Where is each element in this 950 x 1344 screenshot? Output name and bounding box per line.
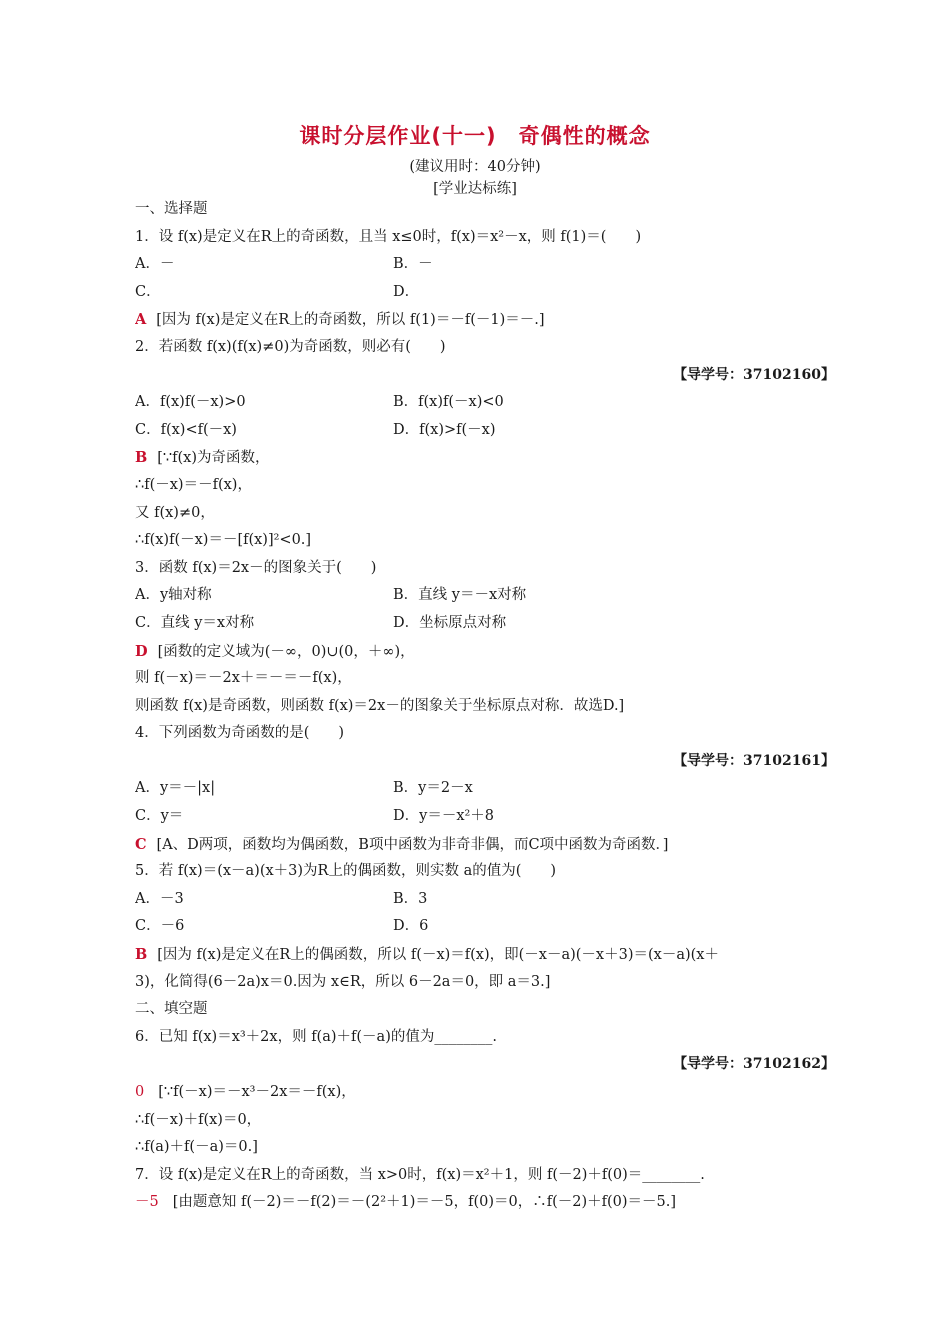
page-subtitle: (建议用时：40分钟) <box>409 159 541 175</box>
question-5-stem: 5．若 f(x)＝(x－a)(x＋3)为R上的偶函数，则实数 a的值为( ) <box>135 863 557 880</box>
question-5-answer: B <box>135 946 148 964</box>
question-7-solution <box>135 1189 835 1217</box>
question-3-options-row-2 <box>135 610 835 638</box>
practice-level-label: [学业达标练] <box>433 181 517 197</box>
question-1-explanation: [因为 f(x)是定义在R上的奇函数，所以 f(1)＝－f(－1)＝－.] <box>156 312 545 329</box>
question-3-option-d: D．坐标原点对称 <box>393 614 507 631</box>
question-5-explanation-line-1: [因为 f(x)是定义在R上的偶函数，所以 f(－x)＝f(x)，即(－x－a)(－x＋3)＝(x－a)(x＋ <box>157 947 719 964</box>
question-2-explanation-line-4: ∴f(x)f(－x)＝－[f(x)]²<0.] <box>135 532 312 549</box>
question-2-option-c: C．f(x)<f(－x) <box>135 421 237 438</box>
question-list <box>135 196 835 1217</box>
question-4-option-a: A．y＝－|x| <box>135 780 216 797</box>
question-3-explanation-line-2: 则 f(－x)＝－2x＋＝－＝－f(x)， <box>135 670 352 687</box>
question-5-explanation-line-2: 3)，化简得(6－2a)x＝0.因为 x∈R，所以 6－2a＝0，即 a＝3.] <box>135 973 551 990</box>
question-5-solution <box>135 941 835 969</box>
question-5-option-b: B．3 <box>393 890 428 907</box>
question-5-option-d: D．6 <box>393 918 429 935</box>
section-heading-choice: 一、选择题 <box>135 201 208 217</box>
question-6-explanation-line-2: ∴f(－x)＋f(x)＝0， <box>135 1111 262 1128</box>
question-4-explanation: [A、D两项，函数均为偶函数，B项中函数为非奇非偶，而C项中函数为奇函数．] <box>156 836 669 853</box>
question-6-answer: 0 <box>135 1084 145 1100</box>
question-4-option-c: C．y＝ <box>135 808 184 825</box>
question-1-options-row-1 <box>135 251 835 279</box>
question-2-explanation-line-3: 又 f(x)≠0， <box>135 504 215 521</box>
question-7-stem: 7．设 f(x)是定义在R上的奇函数，当 x>0时，f(x)＝x²＋1，则 f(－2)＋f(0)＝________. <box>135 1166 705 1183</box>
question-3-option-c: C．直线 y＝x对称 <box>135 614 255 631</box>
question-3-answer: D <box>135 642 148 660</box>
question-3-option-a: A．y轴对称 <box>135 587 212 604</box>
question-2-explanation-line-1: [∵f(x)为奇函数， <box>157 450 270 467</box>
question-3-stem: 3．函数 f(x)＝2x－的图象关于( ) <box>135 559 377 576</box>
question-5-option-c: C．－6 <box>135 918 185 935</box>
question-1-option-c: C． <box>135 283 161 300</box>
question-4-stem: 4．下列函数为奇函数的是( ) <box>135 725 345 742</box>
question-3-explanation-line-1: [函数的定义域为(－∞，0)∪(0，＋∞)， <box>157 643 415 660</box>
question-1-option-d: D． <box>393 283 420 300</box>
page-title: 课时分层作业(十一) 奇偶性的概念 <box>299 124 651 148</box>
question-2-answer: B <box>135 449 148 467</box>
question-6-ref-number: 【导学号：37102162】 <box>673 1056 835 1073</box>
question-1-option-b: B．－ <box>393 256 433 273</box>
question-1-answer: A <box>135 311 147 329</box>
question-2-option-a: A．f(x)f(－x)>0 <box>135 394 246 411</box>
question-4-option-b: B．y＝2－x <box>393 780 473 797</box>
question-2-ref-number: 【导学号：37102160】 <box>673 366 835 383</box>
question-3-explanation-line-3: 则函数 f(x)是奇函数，则函数 f(x)＝2x－的图象关于坐标原点对称．故选D.] <box>135 697 625 714</box>
question-4-options-row-1 <box>135 775 835 803</box>
question-3-solution <box>135 638 835 666</box>
question-3-option-b: B．直线 y＝－x对称 <box>393 587 527 604</box>
question-1-option-a: A．－ <box>135 256 175 273</box>
question-4-solution <box>135 831 835 859</box>
question-5-options-row-1 <box>135 886 835 914</box>
question-7-explanation: [由题意知 f(－2)＝－f(2)＝－(2²＋1)＝－5，f(0)＝0，∴f(－2)＋f(0)＝－5.] <box>172 1194 677 1211</box>
question-2-solution <box>135 444 835 472</box>
question-4-option-d: D．y＝－x²＋8 <box>393 808 495 825</box>
question-2-explanation-line-2: ∴f(－x)＝－f(x)， <box>135 476 252 493</box>
question-2-option-b: B．f(x)f(－x)<0 <box>393 394 504 411</box>
question-3-options-row-1 <box>135 582 835 610</box>
question-2-option-d: D．f(x)>f(－x) <box>393 421 496 438</box>
question-2-stem: 2．若函数 f(x)(f(x)≠0)为奇函数，则必有( ) <box>135 338 446 355</box>
question-6-solution <box>135 1079 835 1107</box>
question-2-options-row-1 <box>135 389 835 417</box>
question-4-ref-number: 【导学号：37102161】 <box>673 752 835 769</box>
question-6-explanation-line-1: [∵f(－x)＝－x³－2x＝－f(x)， <box>158 1084 356 1100</box>
question-4-options-row-2 <box>135 803 835 831</box>
question-5-options-row-2 <box>135 913 835 941</box>
question-6-stem: 6．已知 f(x)＝x³＋2x，则 f(a)＋f(－a)的值为________. <box>135 1028 497 1045</box>
question-1-stem: 1．设 f(x)是定义在R上的奇函数，且当 x≤0时，f(x)＝x²－x，则 f(1)＝( ) <box>135 228 642 245</box>
question-4-answer: C <box>135 835 147 853</box>
question-1-options-row-2 <box>135 279 835 307</box>
question-7-answer: －5 <box>135 1194 159 1211</box>
section-heading-fill: 二、填空题 <box>135 1001 208 1018</box>
question-5-option-a: A．－3 <box>135 890 184 907</box>
question-6-explanation-line-3: ∴f(a)＋f(－a)＝0.] <box>135 1139 258 1156</box>
question-1-solution <box>135 306 835 334</box>
question-2-options-row-2 <box>135 417 835 445</box>
